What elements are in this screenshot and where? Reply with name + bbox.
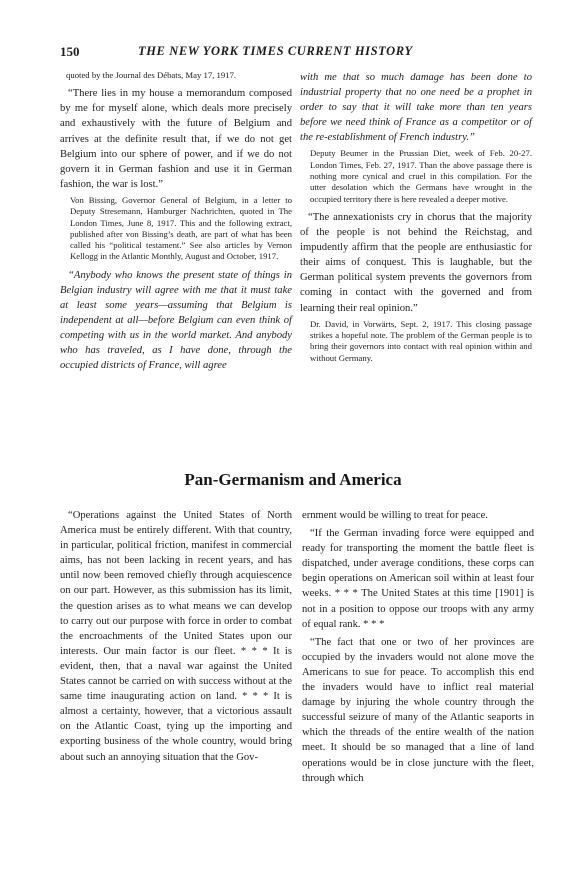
quote-source-continued: quoted by the Journal des Débats, May 17, 1917.	[66, 70, 237, 80]
top-left-column	[60, 70, 292, 376]
section-title: Pan-Germanism and America	[184, 470, 402, 489]
bottom-left-column	[60, 508, 292, 768]
note-david: Dr. David, in Vorwärts, Sept. 2, 1917. This closing passage strikes a hopeful note. The problem of the German people is to bring their governors into contact with real opinion within and without Germany.	[310, 318, 532, 363]
top-right-column	[300, 70, 532, 369]
pan-german-paragraph-3: “The fact that one or two of her provinces are occupied by the invaders would not alone move the Americans to sue for peace. To accomplish this end the invaders would have to inflict real material damage by injuring the whole country through the successful seizure of many of the Atlantic seaports in which the threads of the entire wealth of the nation meet. It should be so managed that a line of land operations would be in close juncture with the fleet, through which	[302, 636, 534, 784]
pan-german-paragraph-1: “Operations against the United States of North America must be entirely different. With that country, in particular, political friction, manifest in commercial aims, has not been lacking in recent years, and has until now been removed chiefly through acquiescence on our part. However, as this submission has its limit, the question arises as to what means we can develop to carry out our purpose with force in order to combat the encroachments of the United States upon our interests. Our main factor is our fleet. * * * It is evident, then, that a naval war against the United States cannot be carried on with success without at the same time inaugurating action on land. * * * It is almost a certainty, however, that a victorious assault on the Atlantic Coast, tying up the importing and exporting business of the whole country, would bring about such an annoying situation that the Gov-	[60, 510, 292, 763]
note-beumer: Deputy Beumer in the Prussian Diet, week of Feb. 20-27. London Times, Feb. 27, 1917. Than the above passage there is nothing more cynical and cruel in this compilation. For the utter desolation which the Germans have wrought in the occupied territory there is here revealed a deeper motive.	[310, 148, 532, 204]
quote-beumer-continued: with me that so much damage has been done to industrial property that no one need be a prophet in order to say that it will take more than ten years before we need think of France as a competitor or of the re-establishment of French industry.”	[300, 72, 532, 144]
pan-german-paragraph-1-continued: ernment would be willing to treat for peace.	[302, 510, 488, 521]
bottom-right-column	[302, 508, 534, 789]
running-title: THE NEW YORK TIMES CURRENT HISTORY	[138, 44, 413, 58]
pan-german-paragraph-2: “If the German invading force were equipped and ready for transporting the moment the battle fleet is dispatched, under average conditions, these corps can begin operations on American soil within at least four weeks. * * * The United States at this time [1901] is not in a position to oppose our troops with any army of equal rank. * * *	[302, 528, 534, 630]
quote-von-bissing: “There lies in my house a memorandum composed by me for myself alone, which deals more precisely and exhaustively with the future of Belgium and arrives at the definite result that, if we do not get Belgium into our sphere of power, and if we do not govern it in German fashion and use it in German fashion, the war is lost.”	[60, 88, 292, 190]
note-von-bissing: Von Bissing, Governor General of Belgium, in a letter to Deputy Stresemann, Hamburger Nachrichten, quoted in The London Times, June 8, 1917. This and the following extract, published after von Bissing’s death, are part of what has been called his “political testament.” See also articles by Vernon Kellogg in the Atlantic Monthly, August and October, 1917.	[70, 194, 292, 262]
page-number: 150	[60, 44, 80, 59]
page-header	[60, 44, 544, 62]
quote-beumer: “Anybody who knows the present state of things in Belgian industry will agree with me that it must take at least some years—assuming that Belgium is independent at all—before Belgium can even think of competing with us in the world market. And anybody who has traveled, as I have done, through the occupied districts of France, will agree	[60, 269, 292, 372]
quote-david: “The annexationists cry in chorus that the majority of the people is not behind the Reichstag, and impudently affirm that the people are enthusiastic for their aims of conquest. This is laughable, but the German political system prevents the governors from coming in contact with the governed and from learning their real opinion.”	[300, 211, 532, 314]
